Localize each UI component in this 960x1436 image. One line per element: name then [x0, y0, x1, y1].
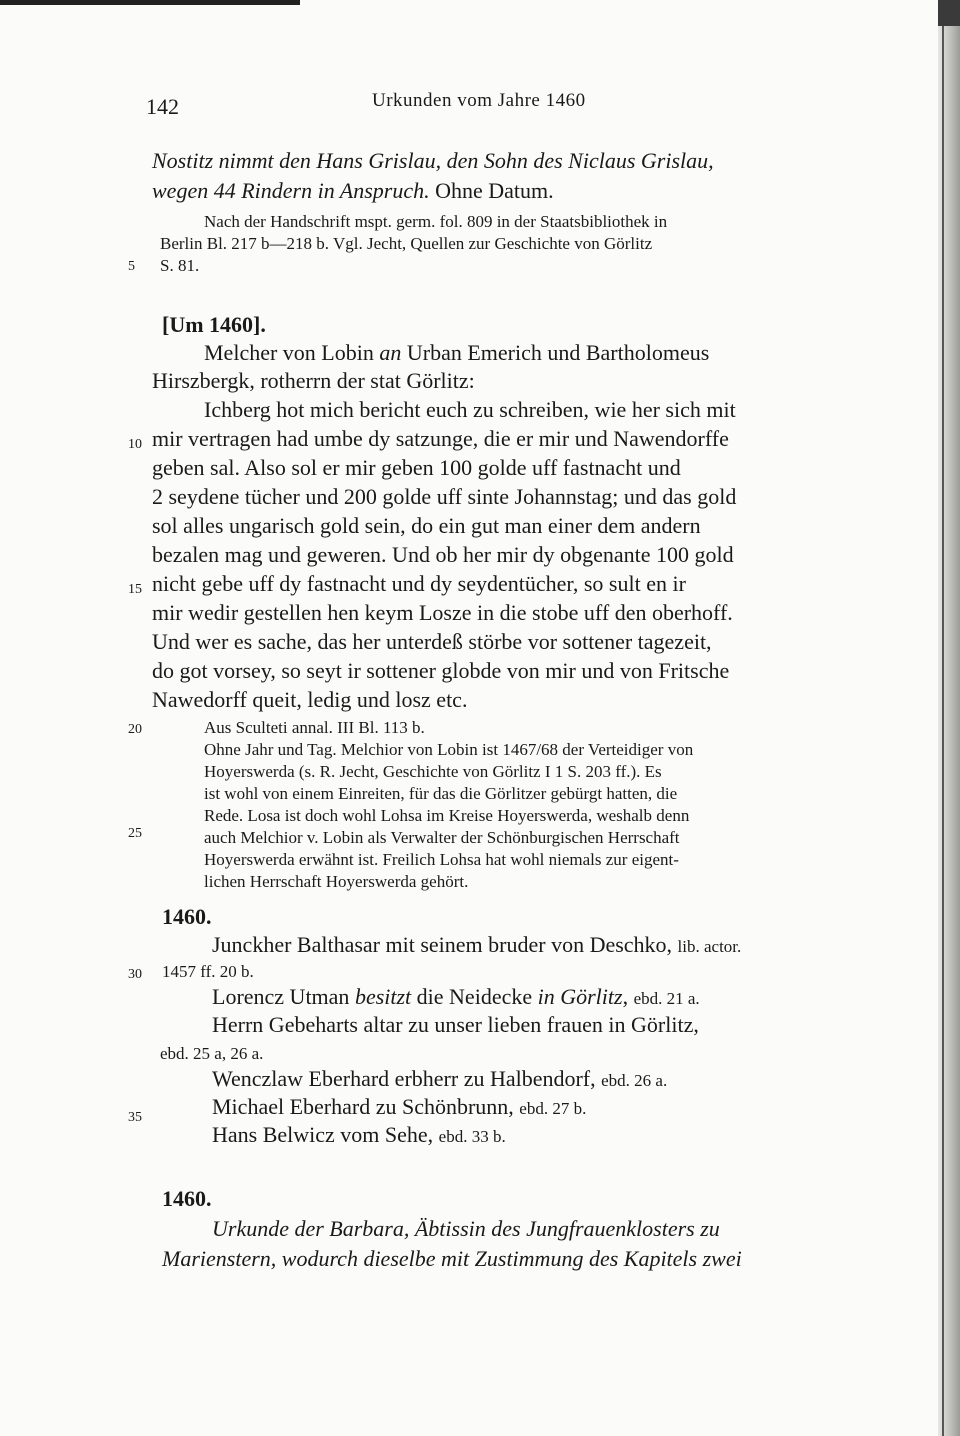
entry3-line-5: ebd. 25 a, 26 a.	[160, 1044, 264, 1063]
entry2-header-1: Melcher von Lobin an Urban Emerich und Bartholomeus	[204, 340, 710, 365]
line-number-20: 20	[128, 722, 142, 737]
entry2-date: [Um 1460].	[162, 312, 266, 337]
entry2-text-7: nicht gebe uff dy fastnacht und dy seydentücher, so sult en ir	[152, 571, 686, 596]
entry3-line-4: Herrn Gebeharts altar zu unser lieben frauen in Görlitz,	[212, 1012, 699, 1037]
entry4-date: 1460.	[162, 1186, 212, 1211]
entry2-text-4: 2 seydene tücher und 200 golde uff sinte Johannstag; und das gold	[152, 484, 737, 509]
entry2-text-10: do got vorsey, so seyt ir sottener globde von mir und von Fritsche	[152, 658, 730, 683]
entry4-line-1: Urkunde der Barbara, Äbtissin des Jungfrauenklosters zu	[212, 1216, 720, 1241]
line-number-10: 10	[128, 437, 142, 452]
top-rule	[0, 0, 300, 5]
entry2-text-9: Und wer es sache, das her unterdeß störbe vor sottener tagezeit,	[152, 629, 712, 654]
entry4-line-2: Marienstern, wodurch dieselbe mit Zustimmung des Kapitels zwei	[162, 1246, 742, 1271]
entry2-note-4: ist wohl von einem Einreiten, für das die Görlitzer gebürgt hatten, die	[204, 784, 678, 803]
entry1-source-3: S. 81.	[160, 256, 200, 275]
entry3-line-6: Wenczlaw Eberhard erbherr zu Halbendorf, ebd. 26 a.	[212, 1066, 668, 1091]
entry2-text-8: mir wedir gestellen hen keym Losze in die stobe uff den oberhoff.	[152, 600, 733, 625]
entry3-date: 1460.	[162, 904, 212, 929]
entry2-note-1: Aus Sculteti annal. III Bl. 113 b.	[204, 718, 425, 737]
line-number-30: 30	[128, 967, 142, 982]
entry3-line-2: 1457 ff. 20 b.	[162, 962, 254, 981]
entry2-header-2: Hirszbergk, rotherrn der stat Görlitz:	[152, 368, 475, 393]
entry2-text-5: sol alles ungarisch gold sein, do ein gut man einer dem andern	[152, 513, 701, 538]
running-head: Urkunden vom Jahre 1460	[372, 90, 586, 111]
entry1-line2: wegen 44 Rindern in Anspruch. Ohne Datum.	[152, 178, 554, 203]
entry3-line-8: Hans Belwicz vom Sehe, ebd. 33 b.	[212, 1122, 506, 1147]
entry2-note-3: Hoyerswerda (s. R. Jecht, Geschichte von Görlitz I 1 S. 203 ff.). Es	[204, 762, 662, 781]
entry2-note-8: lichen Herrschaft Hoyerswerda gehört.	[204, 872, 469, 891]
page-number: 142	[146, 94, 179, 119]
entry3-line-7: Michael Eberhard zu Schönbrunn, ebd. 27 b.	[212, 1094, 587, 1119]
entry2-text-2: mir vertragen had umbe dy satzunge, die er mir und Nawendorffe	[152, 426, 729, 451]
entry2-note-6: auch Melchior v. Lobin als Verwalter der Schönburgischen Herrschaft	[204, 828, 680, 847]
line-number-35: 35	[128, 1110, 142, 1125]
entry2-note-7: Hoyerswerda erwähnt ist. Freilich Lohsa hat wohl niemals zur eigent-	[204, 850, 679, 869]
entry1-source-1: Nach der Handschrift mspt. germ. fol. 809 in der Staatsbibliothek in	[204, 212, 668, 231]
page-edge	[938, 0, 960, 1436]
entry3-line-3: Lorencz Utman besitzt die Neidecke in Görlitz, ebd. 21 a.	[212, 984, 700, 1009]
entry3-line-1: Junckher Balthasar mit seinem bruder von Deschko, lib. actor.	[212, 932, 742, 957]
line-number-5: 5	[128, 259, 135, 274]
entry2-text-1: Ichberg hot mich bericht euch zu schreiben, wie her sich mit	[204, 397, 736, 422]
line-number-15: 15	[128, 582, 142, 597]
entry2-note-2: Ohne Jahr und Tag. Melchior von Lobin ist 1467/68 der Verteidiger von	[204, 740, 694, 759]
entry2-text-3: geben sal. Also sol er mir geben 100 golde uff fastnacht und	[152, 455, 681, 480]
entry2-text-6: bezalen mag und geweren. Und ob her mir dy obgenante 100 gold	[152, 542, 734, 567]
entry2-note-5: Rede. Losa ist doch wohl Lohsa im Kreise Hoyerswerda, weshalb denn	[204, 806, 690, 825]
entry1-line1: Nostitz nimmt den Hans Grislau, den Sohn des Niclaus Grislau,	[152, 148, 714, 173]
line-number-25: 25	[128, 826, 142, 841]
entry1-source-2: Berlin Bl. 217 b—218 b. Vgl. Jecht, Quellen zur Geschichte von Görlitz	[160, 234, 653, 253]
entry2-text-11: Nawedorff queit, ledig und losz etc.	[152, 687, 468, 712]
